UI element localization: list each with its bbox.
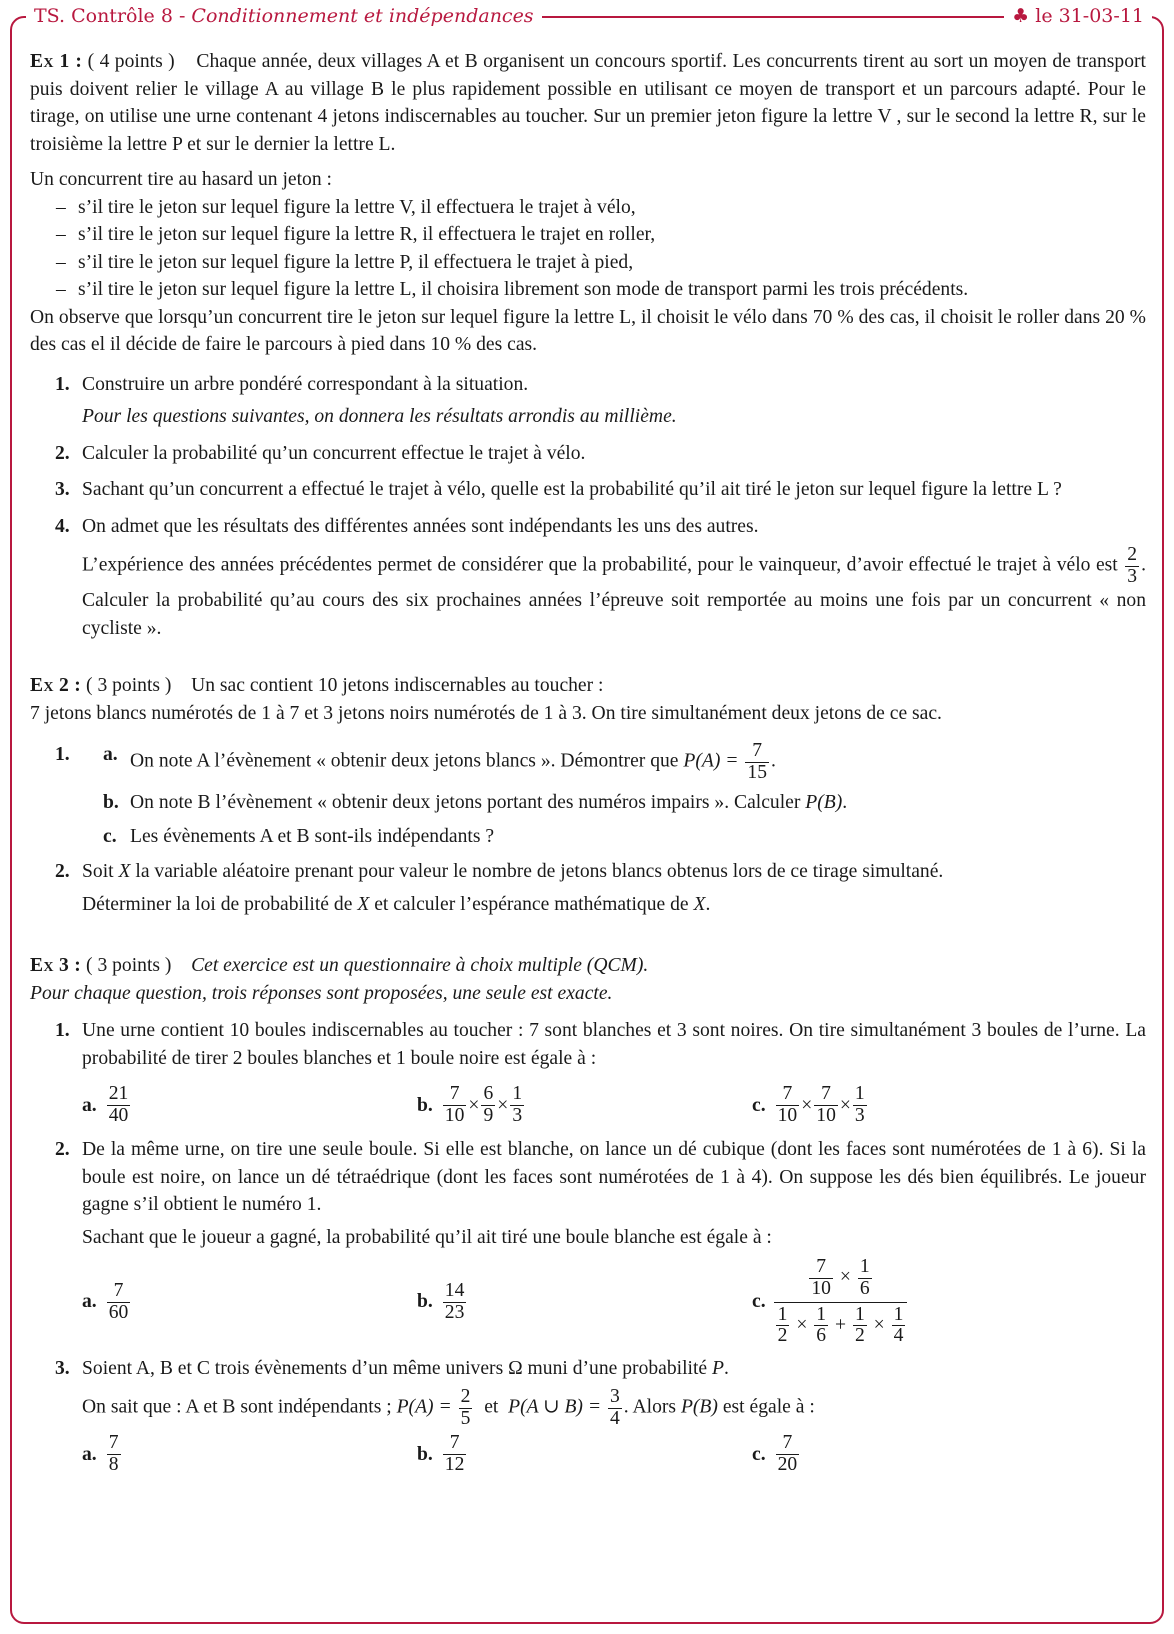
- fraction-denominator: 6: [816, 1325, 827, 1347]
- fraction: [776, 1084, 800, 1126]
- fraction-numerator: 1: [512, 1083, 523, 1105]
- fraction-denominator: 4: [609, 1407, 620, 1429]
- ex3-question-2: [30, 1136, 1146, 1251]
- question-text-part: On sait que : A et B sont indépendants ;: [82, 1396, 392, 1418]
- ex1-question-2: [30, 440, 1146, 468]
- variable: X: [118, 861, 131, 883]
- answer-option-c[interactable]: [752, 1084, 1087, 1126]
- ex1-observation: On observe que lorsqu’un concurrent tire le jeton sur lequel figure la lettre L, il choisit le vélo dans 70 % des cas, il choisit le roller dans 20 % des cas el il décide de faire le parcours à pied dans 10 % des cas.: [30, 306, 1146, 355]
- math-expression: P(A ∪ B) =: [508, 1396, 602, 1418]
- answer-option-a[interactable]: [82, 1084, 417, 1126]
- subquestion-label: c.: [103, 825, 117, 847]
- fraction: [443, 1084, 467, 1126]
- ex3-q3-answers: [82, 1433, 1146, 1475]
- fraction: [107, 1433, 121, 1475]
- question-text-part: . Alors: [623, 1396, 677, 1418]
- list-item: – s’il tire le jeton sur lequel figure la lettre L, il choisira librement son mode de transport parmi les trois précédents.: [56, 276, 1146, 304]
- list-item: – s’il tire le jeton sur lequel figure la lettre R, il effectuera le trajet en roller,: [56, 221, 1146, 249]
- question-number: 4.: [55, 515, 70, 537]
- question-text: De la même urne, on tire une seule boule. Si elle est blanche, on lance un dé cubique (dont les faces sont numérotées de 1 à 6). Si la boule est noire, on lance un dé tétraédrique (dont les faces sont numérotées de 1 à 4). On suppose les dés bien équilibrés. Le joueur gagne s’il obtient le numéro 1.: [82, 1139, 1146, 1216]
- option-label: a.: [82, 1094, 97, 1116]
- math-expression: P(B): [805, 792, 843, 814]
- fraction-numerator: 6: [483, 1083, 494, 1105]
- ex2-title: Ex 2 :: [30, 675, 82, 697]
- fraction-denominator: 5: [460, 1407, 471, 1429]
- fraction: [443, 1433, 467, 1475]
- fraction-numerator: 1: [816, 1303, 827, 1325]
- fraction: [814, 1305, 828, 1347]
- list-item: – s’il tire le jeton sur lequel figure la lettre V, il effectuera le trajet à vélo,: [56, 194, 1146, 222]
- fraction: [745, 741, 769, 783]
- fraction: [858, 1257, 872, 1299]
- fraction-numerator: 7: [776, 1084, 800, 1106]
- question-text-2: Déterminer la loi de probabilité de X et calculer l’espérance mathématique de X.: [82, 893, 711, 915]
- question-text-part: la variable aléatoire prenant pour valeur le nombre de jetons blancs obtenus lors de ce tirage simultané.: [135, 861, 944, 883]
- class-label: TS. Contrôle 8 -: [34, 5, 192, 27]
- fraction-numerator: 7: [443, 1433, 467, 1455]
- ex1-title: Ex 1 :: [30, 51, 83, 72]
- document-body: [30, 48, 1146, 1475]
- fraction: [107, 1281, 131, 1323]
- option-label: a.: [82, 1443, 97, 1465]
- ex1-question-4: [30, 513, 1146, 643]
- question-text: [82, 858, 1146, 886]
- question-text: Sachant qu’un concurrent a effectué le trajet à vélo, quelle est la probabilité qu’il ait tiré le jeton sur lequel figure la lettre L ?: [82, 479, 1062, 500]
- compound-numerator: [774, 1257, 908, 1302]
- fraction-denominator: 10: [777, 1104, 798, 1126]
- ex2-intro-text: Un sac contient 10 jetons indiscernables au toucher :: [191, 675, 604, 697]
- times-sign: ×: [839, 1266, 851, 1288]
- fraction: [510, 1084, 524, 1126]
- club-icon: ♣: [1012, 5, 1030, 27]
- fraction-numerator: 7: [443, 1084, 467, 1106]
- option-label: b.: [417, 1094, 433, 1116]
- fraction: [107, 1084, 131, 1126]
- option-label: a.: [82, 1291, 97, 1313]
- ex3-intro-text: Cet exercice est un questionnaire à choix multiple (QCM).: [191, 955, 649, 977]
- fraction-denominator: 20: [777, 1453, 798, 1475]
- question-number: 2.: [55, 1139, 70, 1161]
- question-text-2: Sachant que le joueur a gagné, la probabilité qu’il ait tiré une boule blanche est égale à :: [82, 1226, 772, 1248]
- math-expression: P(A) =: [396, 1396, 452, 1418]
- fraction: [481, 1084, 495, 1126]
- fraction: [853, 1084, 867, 1126]
- fraction-numerator: 1: [893, 1303, 904, 1325]
- fraction-denominator: 8: [108, 1453, 119, 1475]
- fraction: [776, 1433, 800, 1475]
- subquestion-label: a.: [103, 744, 118, 766]
- variable: X: [693, 893, 706, 915]
- question-text: Construire un arbre pondéré correspondant à la situation.: [82, 373, 529, 395]
- answer-option-c[interactable]: [752, 1433, 1087, 1475]
- times-sign: ×: [839, 1094, 851, 1116]
- fraction: [443, 1281, 467, 1323]
- plus-sign: +: [834, 1314, 847, 1336]
- fraction-denominator: 23: [444, 1301, 465, 1323]
- ex2-intro-2: 7 jetons blancs numérotés de 1 à 7 et 3 jetons noirs numérotés de 1 à 3. On tire simultanément deux jetons de ce sac.: [30, 702, 942, 724]
- answer-option-c[interactable]: [752, 1257, 1087, 1346]
- times-sign: ×: [801, 1094, 813, 1116]
- question-text-part: Déterminer la loi de probabilité de: [82, 893, 353, 915]
- option-label: b.: [417, 1443, 433, 1465]
- question-text-part: et calculer l’espérance mathématique de: [374, 893, 689, 915]
- ex3-question-1: [30, 1017, 1146, 1072]
- times-sign: ×: [796, 1314, 808, 1336]
- math-expression: P(B): [680, 1396, 718, 1418]
- ex1-bullets: [30, 194, 1146, 304]
- subject-label: Conditionnement et indépendances: [191, 5, 534, 27]
- fraction-numerator: 2: [1127, 544, 1138, 565]
- date-label: le 31-03-11: [1035, 5, 1144, 27]
- question-number: 1.: [55, 373, 70, 395]
- fraction-numerator: 7: [745, 741, 769, 763]
- fraction-denominator: 60: [108, 1301, 129, 1323]
- math-expression: P: [712, 1357, 724, 1379]
- ex2-intro: [30, 672, 1146, 700]
- question-number: 1.: [55, 744, 70, 766]
- fraction-denominator: 10: [444, 1104, 465, 1126]
- question-text: Une urne contient 10 boules indiscernables au toucher : 7 sont blanches et 3 sont noires. On tire simultanément 3 boules de l’urne. La probabilité de tirer 2 boules blanches et 1 boule noire est égale à :: [82, 1020, 1146, 1069]
- answer-option-b[interactable]: [417, 1084, 752, 1126]
- question-text-2: [82, 1387, 1146, 1429]
- fraction-denominator: 3: [1127, 565, 1138, 587]
- fraction-numerator: 1: [859, 1256, 870, 1278]
- question-text: On admet que les résultats des différentes années sont indépendants les uns des autres.: [82, 515, 759, 537]
- fraction-numerator: 1: [854, 1083, 865, 1105]
- question-text-part: L’expérience des années précédentes permet de considérer que la probabilité, pour le vainqueur, d’avoir effectué le trajet à vélo est: [82, 554, 1118, 576]
- variable: X: [357, 893, 370, 915]
- list-item: – s’il tire le jeton sur lequel figure la lettre P, il effectuera le trajet à pied,: [56, 249, 1146, 277]
- fraction: [608, 1387, 622, 1429]
- question-text: On note A l’évènement « obtenir deux jetons blancs ». Démontrer que: [130, 750, 679, 772]
- ex2-question-2: [30, 858, 1146, 918]
- ex2-question-1c: [30, 823, 1146, 851]
- ex3-q2-answers: [82, 1257, 1146, 1346]
- question-note: Pour les questions suivantes, on donnera les résultats arrondis au millième.: [82, 406, 677, 427]
- ex2-points: ( 3 points ): [86, 675, 172, 697]
- fraction-numerator: 7: [108, 1432, 119, 1454]
- fraction-numerator: 1: [854, 1303, 865, 1325]
- question-number: 2.: [55, 442, 70, 464]
- question-number: 2.: [55, 861, 70, 883]
- ex1-question-1: [30, 371, 1146, 431]
- fraction: [776, 1305, 790, 1347]
- fraction: [809, 1257, 833, 1299]
- math-expression: P(A) =: [683, 750, 739, 772]
- ex1-intro-text: Chaque année, deux villages A et B organisent un concours sportif. Les concurrents tirent au sort un moyen de transport puis doivent relier le village A au village B le plus rapidement possible en utilisant ce moyen de transport et un parcours adapté. Pour le tirage, on utilise une urne contenant 4 jetons indiscernables au toucher. Sur un premier jeton figure la lettre V , sur le second la lettre R, sur le troisième la lettre P et sur le dernier la lettre L.: [30, 51, 1146, 155]
- fraction-denominator: 40: [108, 1104, 129, 1126]
- fraction-denominator: 4: [893, 1325, 904, 1347]
- option-label: c.: [752, 1291, 766, 1313]
- fraction-numerator: 1: [777, 1303, 788, 1325]
- option-label: c.: [752, 1443, 766, 1465]
- question-text-2: [82, 545, 1146, 642]
- question-text: Les évènements A et B sont-ils indépendants ?: [130, 825, 495, 847]
- fraction-numerator: 3: [609, 1386, 620, 1408]
- fraction-denominator: 12: [444, 1453, 465, 1475]
- compound-denominator: [774, 1303, 908, 1347]
- compound-fraction: [774, 1257, 908, 1346]
- fraction-denominator: 10: [816, 1104, 836, 1126]
- header-date: [1004, 3, 1152, 29]
- question-text-part: Soit: [82, 861, 114, 883]
- fraction-denominator: 2: [777, 1325, 788, 1347]
- question-text-part: Soient A, B et C trois évènements d’un même univers Ω muni d’une probabilité: [82, 1357, 708, 1379]
- answer-option-b[interactable]: [417, 1281, 752, 1323]
- question-number: 3.: [55, 479, 70, 500]
- subquestion-label: b.: [103, 792, 119, 814]
- fraction-denominator: 3: [512, 1104, 523, 1126]
- fraction: [853, 1305, 867, 1347]
- times-sign: ×: [497, 1094, 509, 1116]
- ex3-q1-answers: [82, 1084, 1146, 1126]
- answer-option-a[interactable]: [82, 1281, 417, 1323]
- answer-option-a[interactable]: [82, 1433, 417, 1475]
- fraction-denominator: 10: [811, 1277, 831, 1299]
- question-text-part: et: [484, 1396, 499, 1418]
- ex2-question-1a: 1. a. On note A l’évènement « obtenir deux jetons blancs ». Démontrer que P(A) = $\frac{7}{15}$ .: [55, 740, 776, 783]
- ex3-intro-2: Pour chaque question, trois réponses sont proposées, une seule est exacte.: [30, 982, 613, 1004]
- fraction-numerator: 21: [108, 1083, 129, 1105]
- fraction-denominator: 9: [483, 1104, 494, 1126]
- fraction-denominator: 2: [854, 1325, 865, 1347]
- fraction-numerator: 14: [444, 1279, 465, 1301]
- fraction-denominator: 6: [859, 1277, 870, 1299]
- fraction-numerator: 7: [809, 1257, 833, 1279]
- question-number: 3.: [55, 1357, 70, 1379]
- question-text-part: est égale à :: [722, 1396, 815, 1418]
- ex1-points: ( 4 points ): [87, 51, 175, 72]
- fraction: [1125, 545, 1139, 587]
- fraction: [459, 1387, 473, 1429]
- times-sign: ×: [873, 1314, 885, 1336]
- question-text: Soient A, B et C trois évènements d’un même univers Ω muni d’une probabilité P.: [82, 1357, 729, 1379]
- ex1-question-3: [30, 476, 1146, 504]
- ex3-question-3: [30, 1355, 1146, 1430]
- header-title: [26, 3, 542, 29]
- question-text: Calculer la probabilité qu’un concurrent effectue le trajet à vélo.: [82, 442, 586, 464]
- question-text-part: . Calculer la probabilité qu’au cours des six prochaines années l’épreuve soit remportée au moins une fois par un concurrent « non cycliste ».: [82, 554, 1146, 639]
- fraction-numerator: 7: [107, 1281, 131, 1303]
- fraction: [892, 1305, 906, 1347]
- fraction-numerator: 7: [814, 1084, 838, 1106]
- answer-option-b[interactable]: [417, 1433, 752, 1475]
- fraction-numerator: 7: [776, 1433, 800, 1455]
- ex3-intro: [30, 952, 1146, 980]
- times-sign: ×: [468, 1094, 480, 1116]
- fraction-denominator: 15: [747, 761, 767, 783]
- ex3-title: Ex 3 :: [30, 955, 82, 977]
- question-number: 1.: [55, 1020, 70, 1042]
- question-text: On note B l’évènement « obtenir deux jetons portant des numéros impairs ». Calculer: [130, 792, 801, 814]
- ex1-intro: [30, 48, 1146, 158]
- ex2-question-1b: b. On note B l’évènement « obtenir deux jetons portant des numéros impairs ». Calculer P(B).: [30, 789, 1146, 817]
- option-label: c.: [752, 1094, 766, 1116]
- ex1-draw-line: Un concurrent tire au hasard un jeton :: [30, 169, 332, 190]
- fraction-denominator: 3: [854, 1104, 865, 1126]
- fraction: [814, 1084, 838, 1126]
- fraction-numerator: 2: [460, 1386, 471, 1408]
- option-label: b.: [417, 1291, 433, 1313]
- ex3-points: ( 3 points ): [86, 955, 172, 977]
